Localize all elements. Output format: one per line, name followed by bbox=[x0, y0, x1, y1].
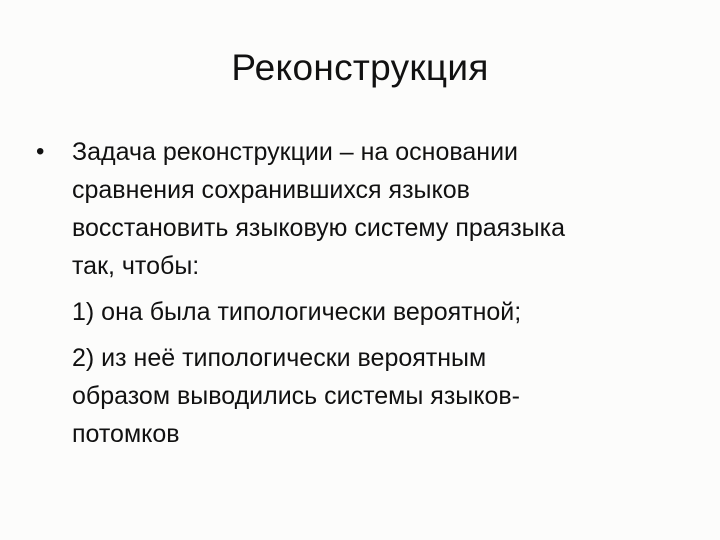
body-line-2: сравнения сохранившихся языков bbox=[72, 176, 470, 204]
body-line-1: Задача реконструкции – на основании bbox=[72, 138, 519, 166]
bullet-marker: • bbox=[36, 138, 45, 165]
body-line-6: 2) из неё типологически вероятным bbox=[72, 344, 487, 372]
body-line-5: 1) она была типологически вероятной; bbox=[72, 298, 522, 326]
body-line-4: так, чтобы: bbox=[72, 252, 200, 280]
body-line-7: образом выводились системы языков- bbox=[72, 382, 520, 410]
body-line-8: потомков bbox=[72, 420, 180, 448]
body-line-3: восстановить языковую систему праязыка bbox=[72, 214, 566, 242]
slide-title: Реконструкция bbox=[231, 47, 489, 88]
